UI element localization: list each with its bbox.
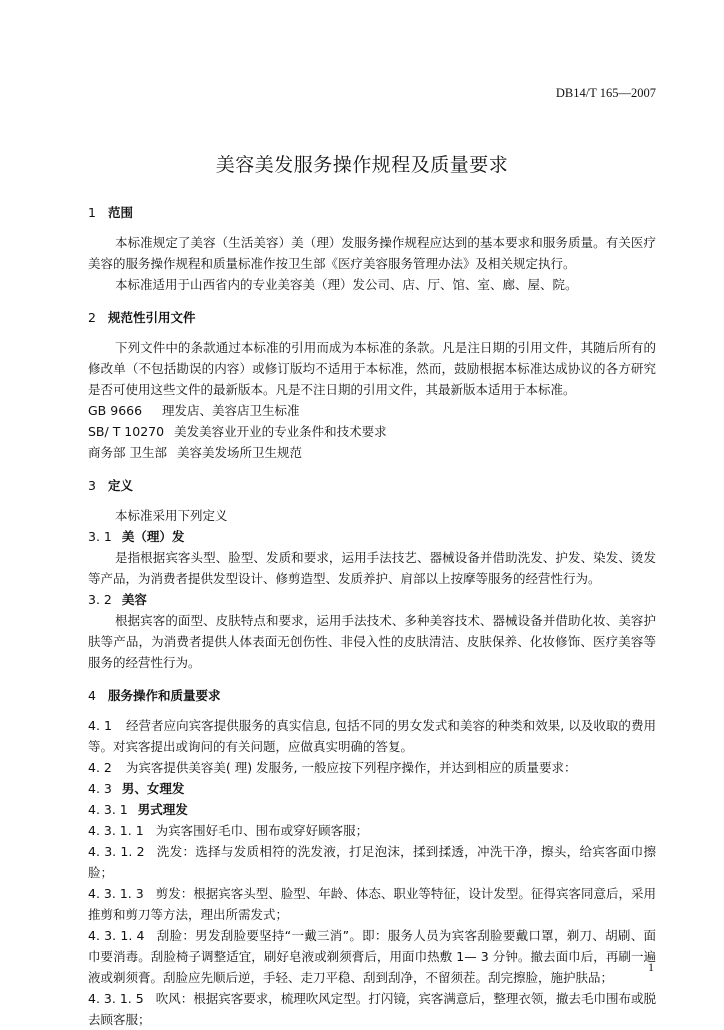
clause-number: 4. 3. 1. 3 (88, 886, 144, 901)
clause-text: 经营者应向宾客提供服务的真实信息, 包括不同的男女发式和美容的种类和效果, 以及收取的费用等。对宾客提出或询问的有关问题，应做真实明确的答复。 (88, 718, 656, 754)
scope-paragraph-1: 本标准规定了美容（生活美容）美（理）发服务操作规程应达到的基本要求和服务质量。有关医疗美容的服务操作规程和质量标准作按卫生部《医疗美容服务管理办法》及相关规定执行。 (88, 235, 656, 271)
section-heading-scope (88, 202, 656, 223)
definitions-intro: 本标准采用下列定义 (115, 508, 228, 523)
reference-item (88, 400, 656, 421)
definition-text: 根据宾客的面型、皮肤特点和要求，运用手法技术、多种美容技术、器械设备并借助化妆、美容护肤等产品，为消费者提供人体表面无创伤性、非侵入性的皮肤清洁、皮肤保养、化妆修饰、医疗美容等服务的经营性行为。 (88, 613, 656, 670)
reference-title: 美容美发场所卫生规范 (176, 445, 302, 460)
clause-item (88, 820, 656, 841)
definition-heading (88, 526, 656, 547)
references-paragraph: 下列文件中的条款通过本标准的引用而成为本标准的条款。凡是注日期的引用文件，其随后所有的修改单（不包括勘误的内容）或修订版均不适用于本标准，然而，鼓励根据本标准达成协议的各方研究是否可使用这些文件的最新版本。凡是不注日期的引用文件，其最新版本适用于本标准。 (88, 340, 656, 397)
section-title: 范围 (108, 205, 134, 220)
definition-text: 是指根据宾客头型、脸型、发质和要求，运用手法技艺、器械设备并借助洗发、护发、染发、烫发等产品，为消费者提供发型设计、修剪造型、发质养护、肩部以上按摩等服务的经营性行为。 (88, 550, 656, 586)
reference-item (88, 442, 656, 463)
clause-number: 4. 1 (88, 718, 112, 733)
clause-item (88, 883, 656, 925)
clause-4-1 (88, 715, 656, 757)
standard-code: DB14/T 165—2007 (555, 86, 656, 100)
clause-number: 4. 3. 1. 4 (88, 928, 145, 943)
reference-code: 商务部 卫生部 (88, 445, 167, 460)
definition-heading (88, 589, 656, 610)
clause-number: 4. 3 (88, 781, 112, 796)
clause-number: 4. 3. 1 (88, 802, 128, 817)
reference-title: 理发店、美容店卫生标准 (162, 403, 300, 418)
clause-item (88, 925, 656, 988)
section-number: 3 (88, 478, 96, 493)
clause-item (88, 841, 656, 883)
document-body (88, 202, 656, 1030)
definition-number: 3. 1 (88, 529, 112, 544)
section-number: 1 (88, 205, 96, 220)
clause-number: 4. 3. 1. 5 (88, 991, 144, 1006)
section-title: 定义 (108, 478, 134, 493)
clause-4-2 (88, 757, 656, 778)
reference-title: 美发美容业开业的专业条件和技术要求 (174, 424, 387, 439)
clause-text: 剪发：根据宾客头型、脸型、年龄、体态、职业等特征，设计发型。征得宾客同意后，采用推剪和剪刀等方法，理出所需发式； (88, 886, 656, 922)
clause-title: 男、女理发 (121, 781, 185, 796)
definition-number: 3. 2 (88, 592, 112, 607)
section-number: 4 (88, 688, 96, 703)
reference-code: SB/ T 10270 (88, 424, 165, 439)
scope-paragraph-2: 本标准适用于山西省内的专业美容美（理）发公司、店、厅、馆、室、廊、屋、院。 (115, 277, 578, 292)
section-heading-service (88, 685, 656, 706)
page-number: 1 (648, 960, 654, 974)
clause-title: 男式理发 (137, 802, 188, 817)
clause-text: 为宾客提供美容美( 理) 发服务, 一般应按下列程序操作，并达到相应的质量要求： (125, 760, 577, 775)
clause-text: 为宾客围好毛巾、围布或穿好顾客服； (155, 823, 369, 838)
definition-term: 美容 (121, 592, 147, 607)
clause-text: 吹风：根据宾客要求，梳理吹风定型。打闪镜，宾客满意后，整理衣领，撤去毛巾围布或脱去顾客服； (88, 991, 656, 1027)
clause-heading (88, 799, 656, 820)
section-title: 规范性引用文件 (108, 310, 196, 325)
clause-number: 4. 3. 1. 1 (88, 823, 144, 838)
section-title: 服务操作和质量要求 (108, 688, 221, 703)
clause-text: 刮脸：男发刮脸要坚持“一戴三消”。即：服务人员为宾客刮脸要戴口罩，剃刀、胡刷、面巾要消毒。刮脸椅子调整适宜，刷好皂液或剃须膏后，用面巾热敷 1— 3 分钟。撤去面巾后，再刷一遍液或剃须膏。刮脸应先顺后逆，手轻、走刀平稳、刮到刮净，不留须茬。刮完擦脸，施护肤品； (88, 928, 656, 985)
section-number: 2 (88, 310, 96, 325)
section-heading-definitions (88, 475, 656, 496)
definition-term: 美（理）发 (121, 529, 185, 544)
clause-heading (88, 778, 656, 799)
clause-number: 4. 3. 1. 2 (88, 844, 145, 859)
reference-code: GB 9666 (88, 403, 143, 418)
reference-item (88, 421, 656, 442)
clause-number: 4. 2 (88, 760, 112, 775)
section-heading-references (88, 307, 656, 328)
clause-text: 洗发：选择与发质相符的洗发液，打足泡沫，揉到揉透，冲洗干净，擦头，给宾客面巾擦脸； (88, 844, 656, 880)
document-title: 美容美发服务操作规程及质量要求 (215, 154, 509, 176)
